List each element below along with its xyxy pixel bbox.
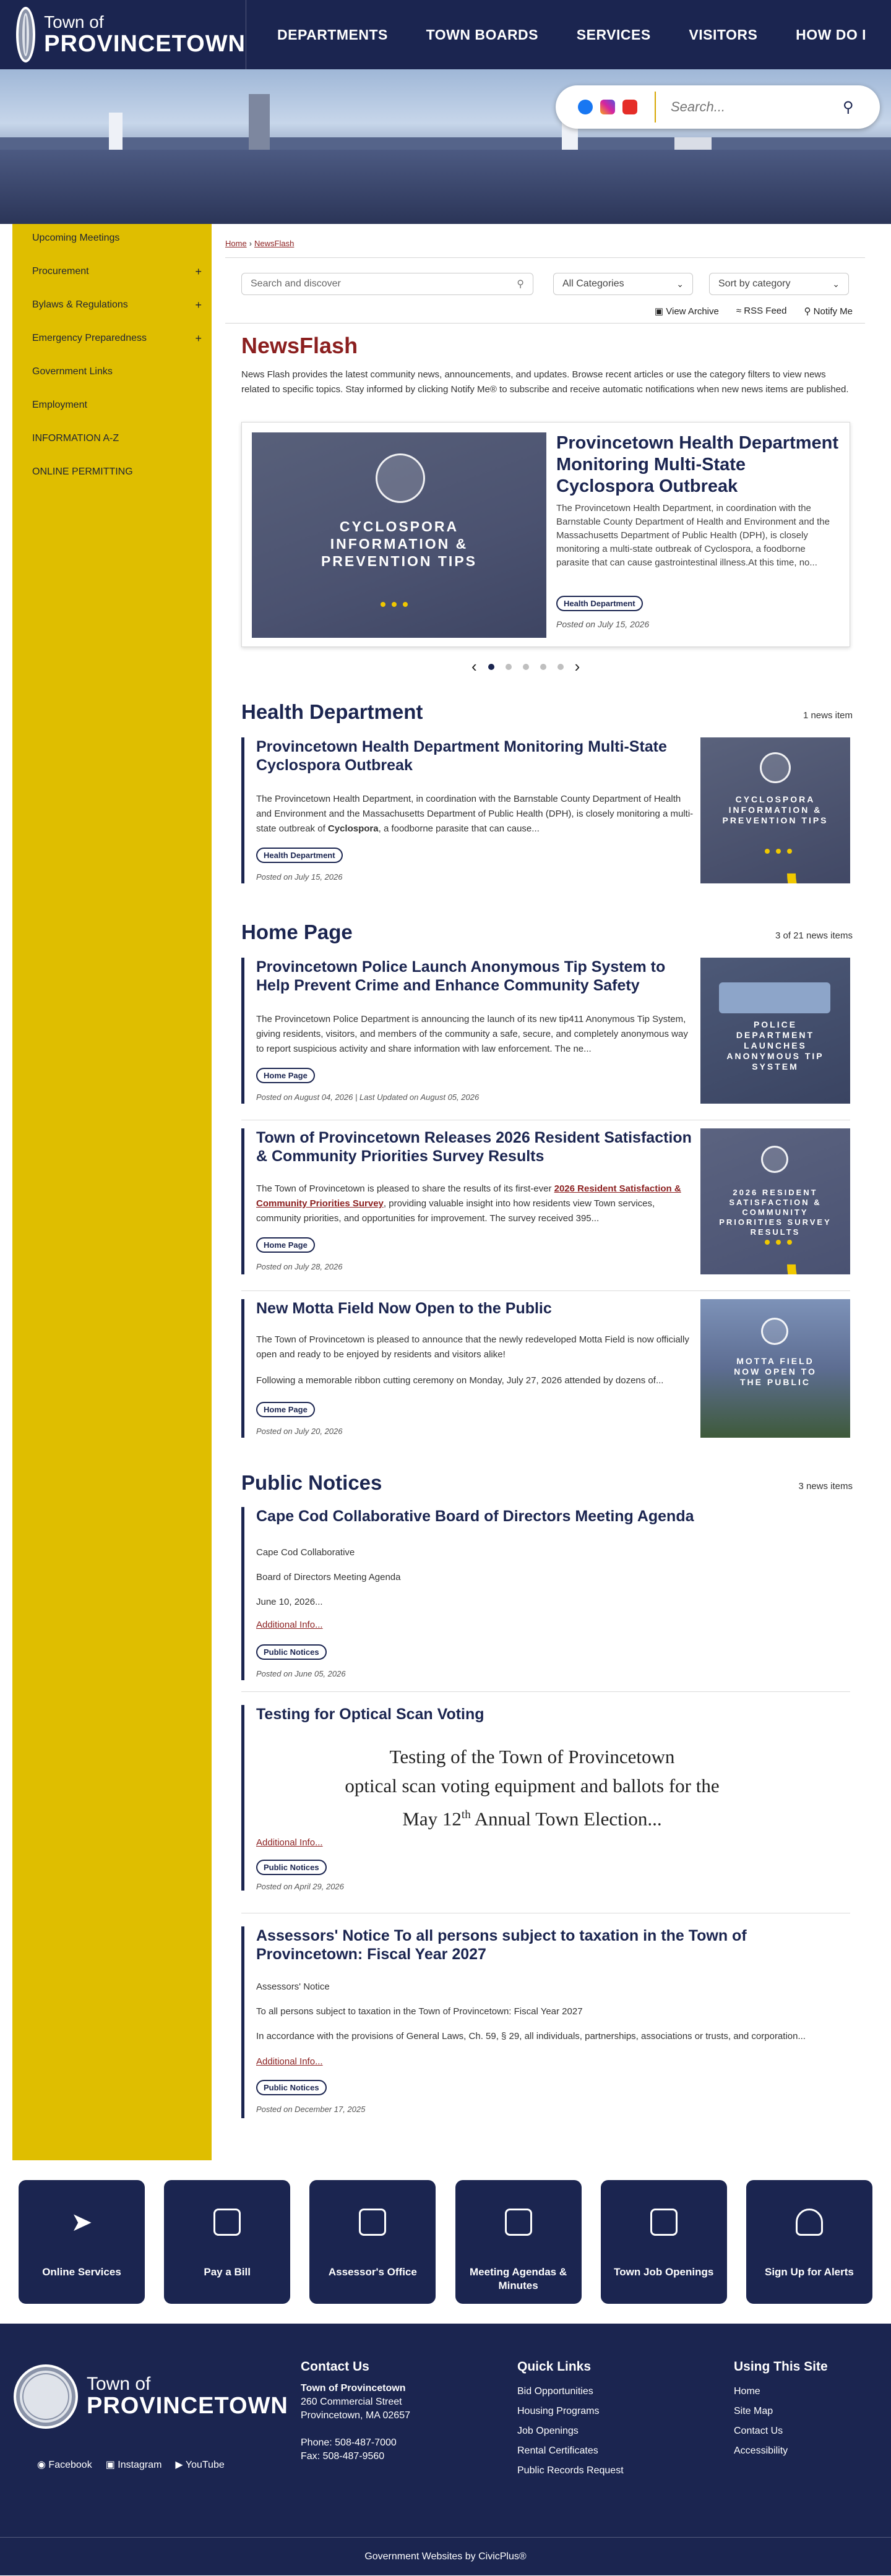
tile-label: Sign Up for Alerts — [764, 2266, 854, 2278]
featured-news-title[interactable]: Provincetown Health Department Monitoring Multi-State Cyclospora Outbreak — [556, 433, 839, 496]
sidebar-item-information-az[interactable] — [12, 424, 212, 458]
footer-link-accessibility[interactable]: Accessibility — [734, 2445, 788, 2456]
nav-departments[interactable]: DEPARTMENTS — [277, 26, 388, 43]
news-item-text-2: Following a memorable ribbon cutting ceremony on Monday, July 27, 2026 attended by dozens of... — [256, 1375, 664, 1386]
sidebar-item-label: INFORMATION A-Z — [32, 433, 119, 444]
news-item-image[interactable] — [700, 1128, 850, 1274]
sidebar-item-online-permitting[interactable] — [12, 458, 212, 491]
town-seal-icon — [14, 2364, 78, 2429]
news-item-text — [256, 1182, 695, 1226]
carousel-dot[interactable] — [557, 664, 564, 670]
news-item — [241, 1128, 850, 1277]
text-part: The Town of Provincetown is pleased to share the results of its first-ever — [256, 1183, 554, 1194]
sidebar-item-label: Upcoming Meetings — [32, 233, 120, 243]
news-search-input[interactable] — [241, 273, 533, 295]
nav-town-boards[interactable]: TOWN BOARDS — [426, 26, 539, 43]
text-part: The Provincetown Health Department, in coordination with the Barnstable County Department of Health and Environment and the Massachusetts Department of Public Health (DPH), is closely monitoring a multi-state outbreak of — [256, 794, 694, 834]
news-item-date: Posted on April 29, 2026 — [256, 1882, 344, 1891]
item-accent-bar — [241, 958, 244, 1104]
nav-services[interactable]: SERVICES — [576, 26, 651, 43]
notice-line-3: May 12th Annual Town Election... — [402, 1808, 662, 1830]
util-divider — [225, 323, 865, 324]
item-accent-bar — [241, 1299, 244, 1438]
breadcrumb-current[interactable]: NewsFlash — [254, 239, 295, 248]
view-archive-label: View Archive — [666, 306, 719, 317]
news-item — [241, 1507, 850, 1680]
carousel-dot[interactable] — [540, 664, 546, 670]
news-item-date: Posted on July 28, 2026 — [256, 1262, 343, 1271]
news-item-text — [256, 792, 695, 836]
section-count-public: 3 news items — [798, 1481, 853, 1492]
featured-news-date: Posted on July 15, 2026 — [556, 619, 650, 629]
item-accent-bar — [241, 1128, 244, 1274]
news-item-line: Board of Directors Meeting Agenda — [256, 1572, 401, 1582]
footer-link-rental-certificates[interactable]: Rental Certificates — [517, 2445, 598, 2456]
footer-social — [37, 2458, 225, 2471]
sort-select[interactable] — [709, 273, 849, 295]
footer-credit — [0, 2537, 891, 2575]
sidebar-item-upcoming-meetings[interactable] — [12, 224, 212, 257]
facebook-icon[interactable] — [578, 100, 593, 114]
quick-link-tiles — [19, 2180, 872, 2304]
news-item-image-caption: POLICE DEPARTMENT LAUNCHES ANONYMOUS TIP SYSTEM — [726, 1020, 824, 1071]
breadcrumb-separator: › — [249, 239, 252, 248]
news-item-line: Cape Cod Collaborative — [256, 1547, 355, 1558]
section-count-health: 1 news item — [803, 710, 853, 721]
page-title: NewsFlash — [241, 333, 358, 358]
news-item-date: Posted on July 20, 2026 — [256, 1427, 343, 1436]
news-item-tag[interactable]: Public Notices — [256, 1860, 327, 1875]
bell-icon — [796, 2209, 823, 2236]
sidebar-item-government-links[interactable] — [12, 358, 212, 391]
news-item-image-caption: 2026 RESIDENT SATISFACTION & COMMUNITY PRIORITIES SURVEY RESULTS — [719, 1188, 832, 1237]
footer-youtube-link[interactable]: ▶ YouTube — [175, 2460, 225, 2470]
additional-info-link[interactable]: Additional Info... — [256, 1620, 323, 1630]
town-seal-icon — [16, 7, 35, 62]
carousel-controls — [471, 657, 580, 676]
sidebar-item-label: Government Links — [32, 366, 113, 377]
sidebar-item-employment[interactable] — [12, 391, 212, 424]
tile-label: Assessor's Office — [328, 2266, 417, 2278]
expand-icon[interactable]: + — [195, 332, 202, 345]
tile-label: Pay a Bill — [204, 2266, 251, 2278]
youtube-icon: ▶ — [175, 2460, 183, 2470]
site-logo[interactable] — [0, 0, 246, 69]
carousel-dot[interactable] — [488, 664, 494, 670]
text-part: , a foodborne parasite that can cause... — [378, 823, 540, 834]
rss-feed-label: RSS Feed — [744, 306, 787, 316]
news-item-tag[interactable]: Health Department — [256, 848, 343, 863]
news-item-text: The Provincetown Police Department is announcing the launch of its new tip411 Anonymous Tip System, giving residents, visitors, and members of the community a safe, secure, and completely anonymous way to report suspicious activity and share information with law enforcement. The ne... — [256, 1014, 688, 1054]
site-footer — [0, 2324, 891, 2575]
news-item-date: Posted on July 15, 2026 — [256, 872, 343, 882]
news-item-tag[interactable]: Home Page — [256, 1402, 315, 1417]
item-accent-bar — [241, 1507, 244, 1680]
news-item-tag[interactable]: Public Notices — [256, 1644, 327, 1660]
expand-icon[interactable]: + — [195, 265, 202, 278]
tile-label: Town Job Openings — [614, 2266, 714, 2278]
section-count-home: 3 of 21 news items — [775, 930, 853, 941]
contact-fax: Fax: 508-487-9560 — [301, 2451, 385, 2462]
utility-links — [655, 306, 853, 317]
footer-quick-links — [517, 2361, 624, 2481]
category-select-value: All Categories — [562, 278, 624, 289]
rss-feed-link[interactable] — [736, 306, 787, 317]
news-item — [241, 958, 850, 1106]
tile-label: Online Services — [42, 2266, 121, 2278]
tile-pay-a-bill[interactable] — [164, 2180, 290, 2304]
survey-link[interactable]: 2026 Resident Satisfaction & Community Priorities Survey — [256, 1183, 681, 1209]
category-select[interactable] — [553, 273, 693, 295]
breadcrumb — [225, 239, 294, 248]
contact-org: Town of Provincetown — [301, 2383, 406, 2394]
archive-icon: ▣ — [654, 306, 664, 317]
sidebar-item-procurement[interactable] — [12, 257, 212, 291]
footer-link-housing-programs[interactable]: Housing Programs — [517, 2406, 600, 2416]
main-nav — [246, 27, 891, 43]
news-item — [241, 1926, 850, 2118]
sort-select-value: Sort by category — [718, 278, 791, 289]
breadcrumb-divider — [225, 257, 865, 258]
news-item-title[interactable]: Town of Provincetown Releases 2026 Resident Satisfaction & Community Priorities Survey Results — [256, 1129, 692, 1165]
news-item-line: Assessors' Notice — [256, 1981, 330, 1992]
footer-link-job-openings[interactable]: Job Openings — [517, 2426, 579, 2436]
footer-link-home[interactable]: Home — [734, 2386, 760, 2397]
notice-image-text — [340, 1742, 724, 1833]
news-item-image-caption: CYCLOSPORA INFORMATION & PREVENTION TIPS — [722, 794, 829, 825]
civicplus-link[interactable]: Government Websites by CivicPlus® — [364, 2551, 527, 2562]
bell-icon: ⚲ — [804, 306, 811, 317]
logo-text — [44, 13, 246, 56]
site-header — [0, 0, 891, 69]
notify-me-label: Notify Me — [813, 306, 853, 317]
item-accent-bar — [241, 1926, 244, 2118]
footer-link-bid-opportunities[interactable]: Bid Opportunities — [517, 2386, 593, 2397]
expand-icon[interactable]: + — [195, 299, 202, 311]
tile-assessors-office[interactable] — [309, 2180, 436, 2304]
sidebar-item-emergency[interactable] — [12, 324, 212, 358]
news-item — [241, 1705, 850, 1891]
cursor-icon: ➤ — [71, 2207, 93, 2236]
tile-label: Meeting Agendas & Minutes — [470, 2266, 567, 2291]
tile-online-services[interactable] — [19, 2180, 145, 2304]
footer-contact-heading: Contact Us — [301, 2359, 369, 2374]
featured-news-tag[interactable]: Health Department — [556, 596, 643, 611]
sidebar-item-label: Procurement — [32, 266, 89, 277]
calendar-icon — [505, 2209, 532, 2236]
facebook-icon: ◉ — [37, 2460, 46, 2470]
tile-sign-up-alerts[interactable] — [746, 2180, 872, 2304]
carousel-dot[interactable] — [523, 664, 529, 670]
additional-info-link[interactable]: Additional Info... — [256, 2056, 323, 2067]
logo-big-text: PROVINCETOWN — [44, 31, 246, 57]
social-search-bar — [556, 85, 880, 129]
chevron-down-icon: ⌄ — [832, 278, 840, 289]
news-item-tag[interactable]: Home Page — [256, 1237, 315, 1253]
sidebar — [12, 224, 212, 2160]
contact-city: Provincetown, MA 02657 — [301, 2410, 410, 2421]
instagram-icon: ▣ — [105, 2460, 115, 2470]
search-icon: ⚲ — [517, 279, 524, 290]
seal-icon — [376, 453, 425, 503]
news-item-image-caption: MOTTA FIELD NOW OPEN TO THE PUBLIC — [734, 1356, 817, 1387]
search-icon[interactable]: ⚲ — [843, 98, 854, 116]
carousel-dot[interactable] — [506, 664, 512, 670]
youtube-icon[interactable] — [622, 100, 637, 114]
nav-visitors[interactable]: VISITORS — [689, 26, 758, 43]
page-intro: News Flash provides the latest community news, announcements, and updates. Browse recent articles or use the category filters to view news related to specific topics. Stay informed by clicking Notify Me® to subscribe and receive automatic notifications when new news items are published. — [241, 369, 849, 395]
contact-phone: Phone: 508-487-7000 — [301, 2437, 397, 2448]
news-item-line: June 10, 2026... — [256, 1597, 323, 1607]
news-item — [241, 1299, 850, 1448]
sidebar-item-label: ONLINE PERMITTING — [32, 466, 133, 477]
chevron-left-icon[interactable]: ‹ — [471, 657, 477, 676]
chevron-down-icon: ⌄ — [676, 278, 684, 289]
footer-facebook-link[interactable]: ◉ Facebook — [37, 2460, 92, 2470]
footer-logo-big: PROVINCETOWN — [87, 2393, 288, 2419]
featured-news-image — [252, 432, 546, 638]
view-archive-link[interactable] — [655, 306, 719, 317]
instagram-icon[interactable] — [600, 100, 615, 114]
featured-news-text: The Provincetown Health Department, in coordination with the Barnstable County Department of Health and Environment and the Massachusetts Department of Public Health (DPH), is closely monitoring a multi-state outbreak of Cyclospora, a foodborne parasite that can cause gastrointestinal illness.At this time, no... — [556, 503, 830, 568]
news-item-title[interactable]: Provincetown Police Launch Anonymous Tip System to Help Prevent Crime and Enhance Community Safety — [256, 958, 666, 994]
news-item-title[interactable]: Cape Cod Collaborative Board of Directors Meeting Agenda — [256, 1508, 694, 1525]
site-search-input[interactable] — [671, 99, 832, 115]
news-item-line: To all persons subject to taxation in the Town of Provincetown: Fiscal Year 2027 — [256, 2006, 583, 2017]
news-item — [241, 737, 850, 886]
quick-links-heading: Quick Links — [517, 2359, 592, 2374]
sidebar-item-bylaws[interactable] — [12, 291, 212, 324]
sidebar-item-label: Emergency Preparedness — [32, 333, 147, 343]
featured-image-caption: CYCLOSPORA INFORMATION & PREVENTION TIPS — [321, 518, 478, 569]
footer-logo-small: Town of — [87, 2374, 151, 2394]
item-accent-bar — [241, 737, 244, 883]
news-item-date: Posted on June 05, 2026 — [256, 1669, 346, 1678]
item-separator — [241, 1691, 850, 1692]
sidebar-item-label: Employment — [32, 400, 87, 410]
news-item-date: Posted on August 04, 2026 | Last Updated on August 05, 2026 — [256, 1093, 480, 1102]
breadcrumb-home[interactable]: Home — [225, 239, 247, 248]
featured-news-card[interactable] — [241, 422, 850, 647]
logo-small-text: Town of — [44, 12, 104, 32]
news-item-image[interactable] — [700, 1299, 850, 1438]
news-search-placeholder: Search and discover — [251, 278, 341, 289]
tile-job-openings[interactable] — [601, 2180, 727, 2304]
image-dots — [381, 602, 408, 607]
news-item-image[interactable] — [700, 737, 850, 883]
nav-how-do-i[interactable]: HOW DO I — [796, 26, 866, 43]
money-icon — [213, 2209, 241, 2236]
main-content — [212, 224, 879, 2160]
footer-contact — [301, 2361, 410, 2463]
notify-me-link[interactable] — [804, 306, 853, 317]
footer-logo[interactable] — [14, 2364, 288, 2429]
text-bold: Cyclospora — [327, 823, 379, 834]
news-item-title[interactable]: New Motta Field Now Open to the Public — [256, 1300, 552, 1317]
footer-instagram-link[interactable]: ▣ Instagram — [105, 2460, 162, 2470]
footer-link-contact-us[interactable]: Contact Us — [734, 2426, 783, 2436]
briefcase-icon — [650, 2209, 678, 2236]
news-item-line: In accordance with the provisions of General Laws, Ch. 59, § 29, all individuals, partnerships, associations or trusts, and corporation... — [256, 2031, 806, 2041]
item-separator — [241, 1290, 850, 1291]
notice-line-1: Testing of the Town of Provincetown — [389, 1746, 675, 1767]
news-item-date: Posted on December 17, 2025 — [256, 2105, 366, 2114]
chevron-right-icon[interactable]: › — [574, 657, 580, 676]
rss-icon: ≈ — [736, 306, 742, 316]
news-item-text: The Town of Provincetown is pleased to announce that the newly redeveloped Motta Field is now officially open and ready to be enjoyed by residents and visitors alike! — [256, 1334, 689, 1360]
footer-using-site — [734, 2361, 828, 2461]
notice-line-2: optical scan voting equipment and ballots for the — [345, 1775, 720, 1797]
additional-info-link[interactable]: Additional Info... — [256, 1837, 323, 1848]
contact-street: 260 Commercial Street — [301, 2397, 402, 2407]
news-item-tag[interactable]: Home Page — [256, 1068, 315, 1083]
section-heading-public: Public Notices — [241, 1471, 382, 1494]
tile-meeting-agendas[interactable] — [455, 2180, 582, 2304]
section-heading-health: Health Department — [241, 700, 423, 723]
search-divider — [655, 92, 656, 122]
news-item-image[interactable] — [700, 958, 850, 1104]
footer-link-public-records[interactable]: Public Records Request — [517, 2465, 624, 2476]
using-site-heading: Using This Site — [734, 2359, 828, 2374]
section-heading-home: Home Page — [241, 921, 353, 943]
news-item-tag[interactable]: Public Notices — [256, 2080, 327, 2095]
footer-link-site-map[interactable]: Site Map — [734, 2406, 773, 2416]
sidebar-item-label: Bylaws & Regulations — [32, 299, 128, 310]
clipboard-icon — [359, 2209, 386, 2236]
news-item-title[interactable]: Testing for Optical Scan Voting — [256, 1706, 484, 1723]
news-item-title[interactable]: Assessors' Notice To all persons subject to taxation in the Town of Provincetown: Fiscal Year 2027 — [256, 1927, 747, 1963]
item-accent-bar — [241, 1705, 244, 1891]
text-part: , providing valuable insight into how residents view Town services, community priorities, and opportunities for improvement. The survey received 395... — [256, 1198, 655, 1224]
news-item-title[interactable]: Provincetown Health Department Monitoring Multi-State Cyclospora Outbreak — [256, 738, 667, 774]
